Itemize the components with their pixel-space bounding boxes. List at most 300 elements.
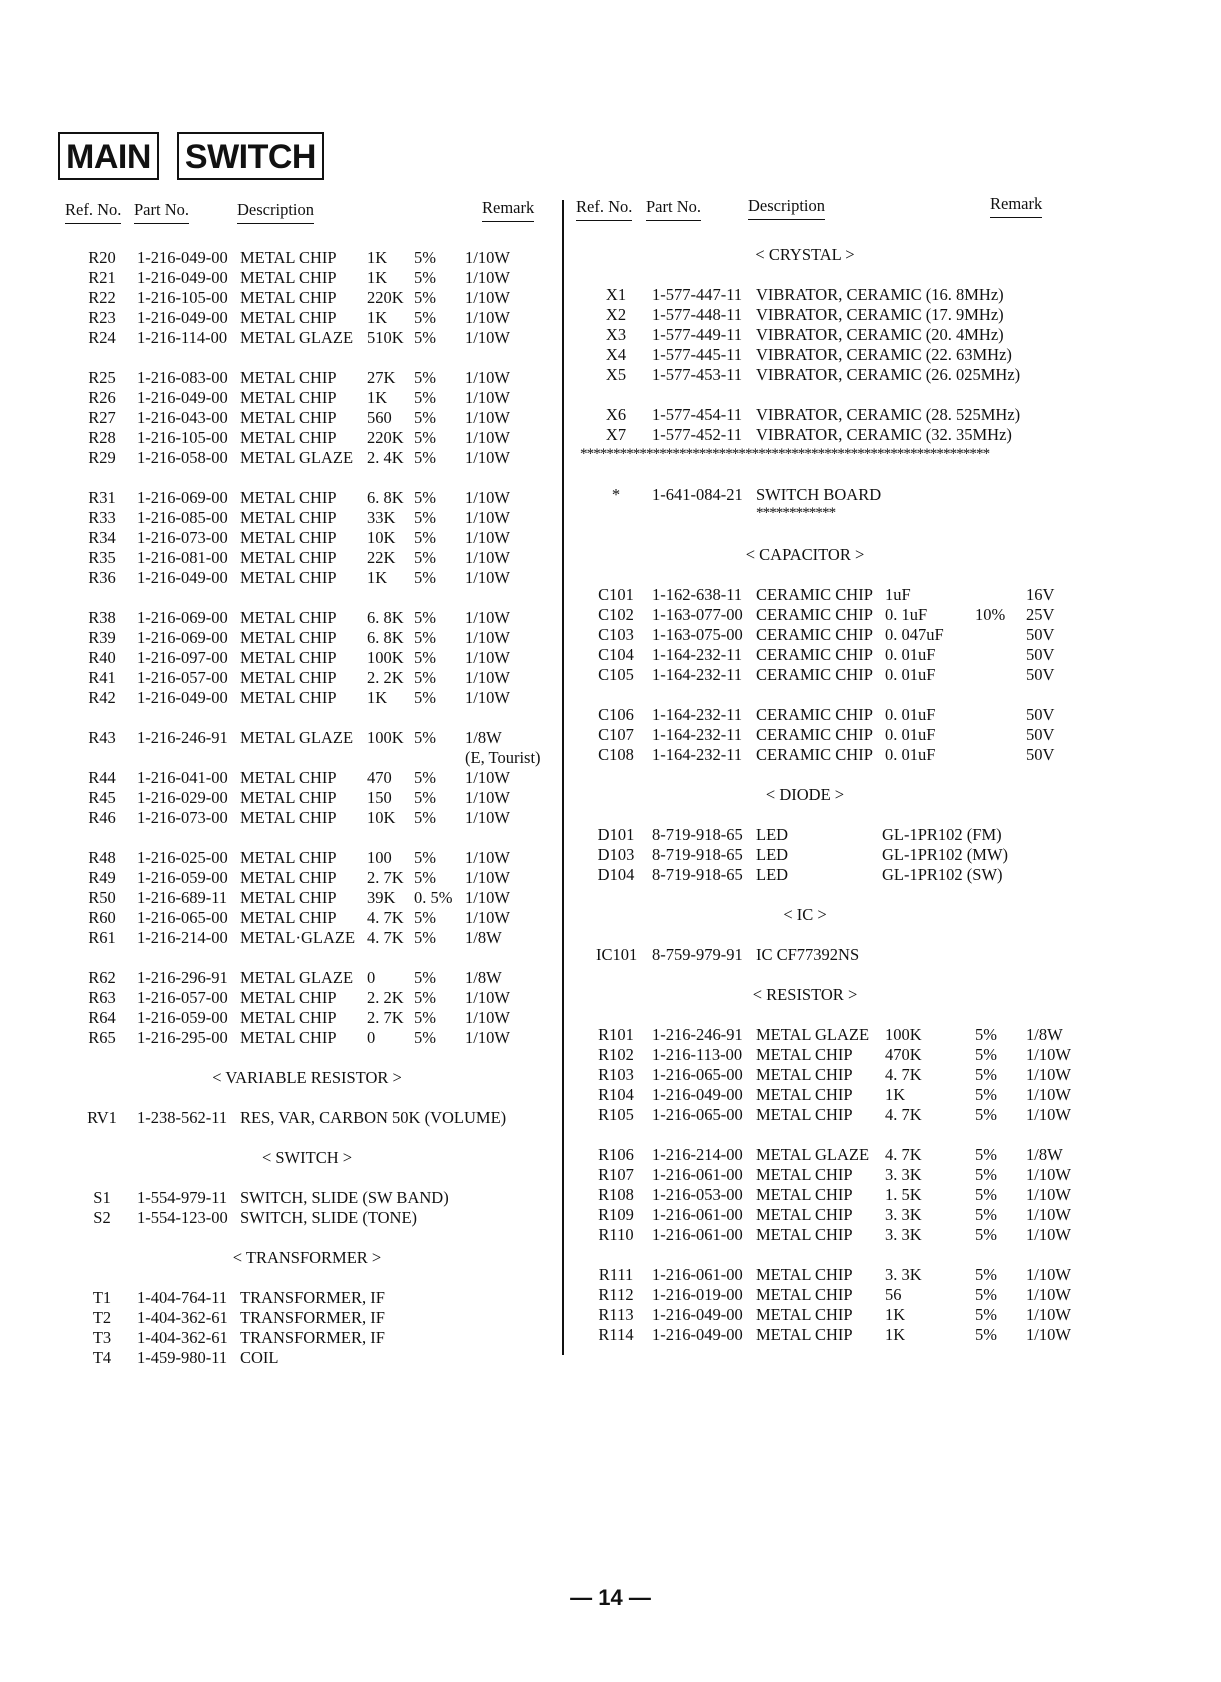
cell-desc: VIBRATOR, CERAMIC (17. 9MHz) <box>756 305 1004 324</box>
table-row <box>0 365 1221 385</box>
table-row <box>0 1185 1221 1205</box>
cell-tol: 5% <box>414 568 436 587</box>
cell-ref: R34 <box>88 528 116 547</box>
cell-rating: 1/10W <box>465 908 510 927</box>
cell-val: 1. 5K <box>885 1185 922 1204</box>
cell-desc: METAL CHIP <box>756 1045 853 1064</box>
cell-val: 2. 4K <box>367 448 404 467</box>
table-row <box>0 1025 1221 1045</box>
cell-val: 470 <box>367 768 392 787</box>
cell-part: 1-216-105-00 <box>137 288 228 307</box>
cell-tol: 5% <box>414 388 436 407</box>
cell-part: 1-404-362-61 <box>137 1328 228 1347</box>
cell-ref: R49 <box>88 868 116 887</box>
cell-desc: METAL CHIP <box>240 1008 337 1027</box>
cell-part: 1-216-041-00 <box>137 768 228 787</box>
table-row <box>0 625 1221 645</box>
cell-rating: 1/10W <box>465 448 510 467</box>
cell-tol: 5% <box>414 488 436 507</box>
section-heading: < TRANSFORMER > <box>232 1248 382 1267</box>
cell-tol: 5% <box>975 1205 997 1224</box>
cell-part: 1-577-447-11 <box>652 285 743 304</box>
cell-rating: 50V <box>1026 665 1055 684</box>
cell-val: 1K <box>367 388 388 407</box>
cell-ref: D104 <box>597 865 635 884</box>
cell-ref: X4 <box>605 345 627 364</box>
cell-val: 100K <box>367 728 404 747</box>
cell-desc: VIBRATOR, CERAMIC (22. 63MHz) <box>756 345 1012 364</box>
cell-ref: R25 <box>88 368 116 387</box>
cell-tol: 5% <box>414 328 436 347</box>
cell-desc: CERAMIC CHIP <box>756 705 873 724</box>
cell-desc: METAL GLAZE <box>240 448 354 467</box>
cell-part: 1-554-979-11 <box>137 1188 228 1207</box>
cell-part: 1-216-214-00 <box>137 928 228 947</box>
cell-rating: 1/10W <box>465 868 510 887</box>
cell-rating: 50V <box>1026 705 1055 724</box>
cell-part: 1-162-638-11 <box>652 585 743 604</box>
cell-ref: S1 <box>93 1188 111 1207</box>
cell-part: 1-164-232-11 <box>652 725 743 744</box>
cell-part: 8-719-918-65 <box>652 845 743 864</box>
cell-part: 1-238-562-11 <box>137 1108 228 1127</box>
cell-desc: METAL CHIP <box>240 1028 337 1047</box>
cell-ref: R62 <box>88 968 116 987</box>
cell-part: 1-577-453-11 <box>652 365 743 384</box>
right-header-part: Part No. <box>646 197 701 221</box>
cell-part: 8-759-979-91 <box>652 945 743 964</box>
cell-desc: IC CF77392NS <box>756 945 860 964</box>
cell-ref: R111 <box>598 1265 634 1284</box>
cell-rating: 1/10W <box>465 288 510 307</box>
cell-rating: 25V <box>1026 605 1055 624</box>
cell-tol: 5% <box>414 688 436 707</box>
cell-rating: 50V <box>1026 725 1055 744</box>
cell-desc: METAL CHIP <box>240 568 337 587</box>
cell-val: 220K <box>367 288 404 307</box>
table-row <box>0 1145 1221 1165</box>
cell-ref: R39 <box>88 628 116 647</box>
cell-tol: 5% <box>975 1165 997 1184</box>
cell-desc: METAL CHIP <box>240 608 337 627</box>
cell-tol: 0. 5% <box>414 888 453 907</box>
cell-val: 0. 01uF <box>885 745 936 764</box>
cell-part: 1-577-449-11 <box>652 325 743 344</box>
cell-ref: C102 <box>598 605 634 624</box>
cell-tol: 5% <box>414 528 436 547</box>
cell-tol: 5% <box>975 1025 997 1044</box>
cell-part: 1-216-689-11 <box>137 888 228 907</box>
cell-part: 1-216-069-00 <box>137 608 228 627</box>
cell-desc: CERAMIC CHIP <box>756 585 873 604</box>
cell-val: 510K <box>367 328 404 347</box>
cell-val: 0 <box>367 1028 376 1047</box>
cell-desc: TRANSFORMER, IF <box>240 1328 385 1347</box>
cell-ref: R24 <box>88 328 116 347</box>
cell-note: GL-1PR102 (SW) <box>882 865 1003 884</box>
cell-val: 3. 3K <box>885 1205 922 1224</box>
cell-desc: METAL CHIP <box>756 1305 853 1324</box>
cell-part: 1-164-232-11 <box>652 645 743 664</box>
table-row <box>0 345 1221 365</box>
table-row <box>0 825 1221 845</box>
cell-tol: 5% <box>414 428 436 447</box>
cell-desc: METAL GLAZE <box>240 968 354 987</box>
cell-desc: CERAMIC CHIP <box>756 605 873 624</box>
cell-tol: 5% <box>414 288 436 307</box>
cell-ref: T3 <box>92 1328 112 1347</box>
cell-ref: R110 <box>598 1225 634 1244</box>
table-row <box>0 305 1221 325</box>
cell-ref: R107 <box>598 1165 634 1184</box>
cell-rating: 1/10W <box>465 608 510 627</box>
cell-val: 6. 8K <box>367 488 404 507</box>
cell-ref: R23 <box>88 308 116 327</box>
cell-rating: 1/10W <box>465 368 510 387</box>
cell-tol: 10% <box>975 605 1006 624</box>
cell-rating: 1/10W <box>465 248 510 267</box>
cell-ref: R33 <box>88 508 116 527</box>
cell-ref: R41 <box>88 668 116 687</box>
cell-part: 1-216-085-00 <box>137 508 228 527</box>
table-row <box>0 865 1221 885</box>
cell-part: 1-216-049-00 <box>137 268 228 287</box>
cell-rating: 1/10W <box>1026 1225 1071 1244</box>
cell-ref: R40 <box>88 648 116 667</box>
cell-val: 0. 01uF <box>885 645 936 664</box>
cell-part: 1-216-059-00 <box>137 868 228 887</box>
cell-ref: R21 <box>88 268 116 287</box>
cell-ref: R64 <box>88 1008 116 1027</box>
cell-rating: 1/10W <box>465 528 510 547</box>
cell-part: 1-164-232-11 <box>652 745 743 764</box>
cell-part: 1-216-069-00 <box>137 488 228 507</box>
cell-ref: R35 <box>88 548 116 567</box>
cell-rating: 1/8W <box>1026 1145 1063 1164</box>
cell-part: 1-216-049-00 <box>137 568 228 587</box>
cell-tol: 5% <box>414 968 436 987</box>
cell-desc: METAL CHIP <box>240 628 337 647</box>
cell-ref: R38 <box>88 608 116 627</box>
cell-part: 1-216-043-00 <box>137 408 228 427</box>
cell-part: 1-577-448-11 <box>652 305 743 324</box>
cell-ref: R27 <box>88 408 116 427</box>
cell-val: 0. 01uF <box>885 665 936 684</box>
cell-rating: 16V <box>1026 585 1055 604</box>
cell-val: 1K <box>367 688 388 707</box>
cell-tol: 5% <box>975 1045 997 1064</box>
cell-note: GL-1PR102 (MW) <box>882 845 1009 864</box>
cell-desc: METAL CHIP <box>756 1085 853 1104</box>
cell-desc: METAL GLAZE <box>756 1145 870 1164</box>
cell-tol: 5% <box>414 808 436 827</box>
cell-rating: 1/10W <box>465 888 510 907</box>
cell-desc: METAL CHIP <box>756 1325 853 1344</box>
section-heading: < RESISTOR > <box>752 985 858 1004</box>
cell-ref: C106 <box>598 705 634 724</box>
cell-ref: D101 <box>597 825 635 844</box>
cell-rating: 1/10W <box>465 788 510 807</box>
table-row <box>0 405 1221 425</box>
cell-ref: R61 <box>88 928 116 947</box>
cell-part: 1-216-049-00 <box>137 688 228 707</box>
cell-part: 1-163-077-00 <box>652 605 743 624</box>
cell-part: 1-641-084-21 <box>652 485 743 504</box>
cell-tol: 5% <box>975 1285 997 1304</box>
cell-rating: 1/10W <box>465 848 510 867</box>
cell-val: 220K <box>367 428 404 447</box>
cell-val: 1K <box>367 308 388 327</box>
cell-part: 1-216-081-00 <box>137 548 228 567</box>
cell-desc: TRANSFORMER, IF <box>240 1288 385 1307</box>
cell-rating: 50V <box>1026 625 1055 644</box>
cell-desc: METAL CHIP <box>240 988 337 1007</box>
cell-ref: RV1 <box>87 1108 117 1127</box>
cell-part: 1-216-065-00 <box>137 908 228 927</box>
cell-ref: T2 <box>92 1308 112 1327</box>
cell-desc: METAL GLAZE <box>240 728 354 747</box>
cell-rating: 1/10W <box>465 548 510 567</box>
cell-ref: R63 <box>88 988 116 1007</box>
cell-desc: METAL CHIP <box>756 1285 853 1304</box>
cell-part: 1-216-061-00 <box>652 1265 743 1284</box>
cell-part: 1-216-295-00 <box>137 1028 228 1047</box>
cell-tol: 5% <box>975 1065 997 1084</box>
separator-stars-short: ************ <box>756 505 836 521</box>
table-row <box>0 945 1221 965</box>
cell-ref: R109 <box>598 1205 634 1224</box>
cell-tol: 5% <box>414 408 436 427</box>
cell-tol: 5% <box>414 908 436 927</box>
cell-tol: 5% <box>414 648 436 667</box>
cell-tol: 5% <box>414 848 436 867</box>
cell-ref: R48 <box>88 848 116 867</box>
cell-tol: 5% <box>975 1105 997 1124</box>
cell-part: 1-216-049-00 <box>652 1305 743 1324</box>
cell-rating: 1/10W <box>465 508 510 527</box>
cell-tol: 5% <box>414 308 436 327</box>
cell-desc: CERAMIC CHIP <box>756 645 873 664</box>
cell-rating: 1/10W <box>465 268 510 287</box>
cell-tol: 5% <box>975 1145 997 1164</box>
table-row <box>0 1165 1221 1185</box>
cell-ref: R46 <box>88 808 116 827</box>
cell-ref: R108 <box>598 1185 634 1204</box>
table-row <box>0 1105 1221 1125</box>
table-row <box>0 425 1221 445</box>
cell-ref: R103 <box>598 1065 634 1084</box>
cell-desc: METAL CHIP <box>240 288 337 307</box>
cell-part: 1-577-454-11 <box>652 405 743 424</box>
cell-rating: 1/10W <box>465 1008 510 1027</box>
table-row <box>0 1265 1221 1285</box>
cell-desc: METAL CHIP <box>240 548 337 567</box>
cell-ref: C105 <box>598 665 634 684</box>
cell-ref: R29 <box>88 448 116 467</box>
cell-part: 1-216-214-00 <box>652 1145 743 1164</box>
table-row <box>0 645 1221 665</box>
cell-part: 1-459-980-11 <box>137 1348 228 1367</box>
table-row <box>0 1085 1221 1105</box>
cell-rating: 1/10W <box>1026 1265 1071 1284</box>
section-heading: < IC > <box>783 905 827 924</box>
cell-rating: 1/10W <box>465 768 510 787</box>
cell-tol: 5% <box>414 768 436 787</box>
cell-part: 1-577-452-11 <box>652 425 743 444</box>
cell-ref: R45 <box>88 788 116 807</box>
cell-rating: 1/10W <box>465 668 510 687</box>
table-row <box>0 745 1221 765</box>
cell-desc: METAL CHIP <box>240 848 337 867</box>
table-row <box>0 665 1221 685</box>
cell-desc: VIBRATOR, CERAMIC (20. 4MHz) <box>756 325 1004 344</box>
table-row <box>0 508 1221 528</box>
cell-rating: 1/10W <box>465 388 510 407</box>
table-row <box>0 325 1221 345</box>
cell-rating: 1/10W <box>465 568 510 587</box>
cell-tol: 5% <box>414 788 436 807</box>
cell-rating: 1/8W <box>465 728 502 747</box>
cell-rating: 1/10W <box>465 328 510 347</box>
cell-ref: C104 <box>598 645 634 664</box>
table-row <box>0 1348 1221 1368</box>
cell-tol: 5% <box>414 1028 436 1047</box>
cell-rating: 1/8W <box>1026 1025 1063 1044</box>
cell-part: 1-216-083-00 <box>137 368 228 387</box>
cell-rating: 1/10W <box>465 688 510 707</box>
cell-tol: 5% <box>414 268 436 287</box>
cell-rating: 1/10W <box>465 988 510 1007</box>
cell-desc: METAL CHIP <box>240 668 337 687</box>
cell-ref: IC101 <box>596 945 638 964</box>
cell-tol: 5% <box>414 508 436 527</box>
cell-ref: R22 <box>88 288 116 307</box>
cell-part: 1-163-075-00 <box>652 625 743 644</box>
cell-val: 150 <box>367 788 392 807</box>
cell-rating: 1/10W <box>465 308 510 327</box>
cell-desc: METAL CHIP <box>240 508 337 527</box>
cell-val: 560 <box>367 408 392 427</box>
cell-part: 1-216-097-00 <box>137 648 228 667</box>
cell-desc: METAL CHIP <box>240 248 337 267</box>
cell-part: 1-216-049-00 <box>137 388 228 407</box>
cell-part: 1-216-053-00 <box>652 1185 743 1204</box>
cell-tol: 5% <box>414 988 436 1007</box>
cell-desc: METAL CHIP <box>240 868 337 887</box>
table-row <box>0 1045 1221 1065</box>
cell-desc: METAL CHIP <box>240 388 337 407</box>
cell-rating: 1/10W <box>465 808 510 827</box>
table-row <box>0 1205 1221 1225</box>
cell-desc: LED <box>756 825 789 844</box>
cell-tol: 5% <box>414 728 436 747</box>
cell-part: 1-216-065-00 <box>652 1105 743 1124</box>
cell-desc: METAL CHIP <box>240 408 337 427</box>
cell-desc: METAL·GLAZE <box>240 928 356 947</box>
cell-ref: C107 <box>598 725 634 744</box>
cell-rating: 1/10W <box>1026 1285 1071 1304</box>
cell-part: 1-554-123-00 <box>137 1208 228 1227</box>
cell-desc: SWITCH, SLIDE (SW BAND) <box>240 1188 449 1207</box>
cell-val: 56 <box>885 1285 902 1304</box>
cell-val: 27K <box>367 368 396 387</box>
cell-part: 1-216-049-00 <box>137 248 228 267</box>
table-row <box>0 845 1221 865</box>
cell-rating: 1/10W <box>465 648 510 667</box>
cell-desc: METAL CHIP <box>240 688 337 707</box>
cell-desc: METAL CHIP <box>756 1225 853 1244</box>
cell-desc: METAL CHIP <box>240 788 337 807</box>
cell-ref: X2 <box>605 305 627 324</box>
cell-val: 33K <box>367 508 396 527</box>
cell-tol: 5% <box>414 668 436 687</box>
cell-ref: C103 <box>598 625 634 644</box>
cell-part: 1-216-246-91 <box>652 1025 743 1044</box>
cell-ref: X3 <box>605 325 627 344</box>
cell-desc: METAL CHIP <box>240 888 337 907</box>
cell-desc: METAL CHIP <box>240 368 337 387</box>
cell-tol: 5% <box>414 248 436 267</box>
cell-part: 1-216-025-00 <box>137 848 228 867</box>
cell-ref: X7 <box>605 425 627 444</box>
cell-ref: R50 <box>88 888 116 907</box>
cell-tol: 5% <box>414 448 436 467</box>
cell-val: 100K <box>885 1025 922 1044</box>
cell-rating: 1/10W <box>465 1028 510 1047</box>
cell-part: 1-216-105-00 <box>137 428 228 447</box>
page-number: — 14 — <box>570 1585 651 1610</box>
cell-val: 100K <box>367 648 404 667</box>
cell-val: 6. 8K <box>367 628 404 647</box>
cell-rating: 1/10W <box>465 488 510 507</box>
cell-ref: T1 <box>92 1288 112 1307</box>
left-header-desc: Description <box>237 200 314 224</box>
cell-val: 0 <box>367 968 376 987</box>
cell-rating: 1/10W <box>1026 1305 1071 1324</box>
cell-desc: VIBRATOR, CERAMIC (16. 8MHz) <box>756 285 1004 304</box>
cell-desc: METAL CHIP <box>756 1065 853 1084</box>
cell-val: 1K <box>367 248 388 267</box>
table-row <box>0 705 1221 725</box>
cell-ref: R112 <box>598 1285 634 1304</box>
cell-val: 4. 7K <box>885 1065 922 1084</box>
cell-desc: LED <box>756 865 789 884</box>
cell-desc: SWITCH, SLIDE (TONE) <box>240 1208 418 1227</box>
cell-ref: R42 <box>88 688 116 707</box>
cell-val: 6. 8K <box>367 608 404 627</box>
cell-val: 2. 2K <box>367 988 404 1007</box>
cell-ref: D103 <box>597 845 635 864</box>
cell-part: 1-404-362-61 <box>137 1308 228 1327</box>
cell-ref: R106 <box>598 1145 634 1164</box>
cell-val: 4. 7K <box>885 1145 922 1164</box>
cell-desc: TRANSFORMER, IF <box>240 1308 385 1327</box>
cell-desc: CERAMIC CHIP <box>756 625 873 644</box>
cell-desc: METAL CHIP <box>240 648 337 667</box>
cell-tol: 5% <box>414 608 436 627</box>
cell-val: 4. 7K <box>367 908 404 927</box>
cell-part: 1-216-069-00 <box>137 628 228 647</box>
cell-part: 1-216-065-00 <box>652 1065 743 1084</box>
cell-part: 1-404-764-11 <box>137 1288 228 1307</box>
cell-val: 0. 1uF <box>885 605 928 624</box>
cell-desc: METAL CHIP <box>240 808 337 827</box>
left-header-remark: Remark <box>482 198 534 222</box>
cell-val: 22K <box>367 548 396 567</box>
table-row <box>0 285 1221 305</box>
cell-rating: 50V <box>1026 645 1055 664</box>
cell-part: 1-216-246-91 <box>137 728 228 747</box>
